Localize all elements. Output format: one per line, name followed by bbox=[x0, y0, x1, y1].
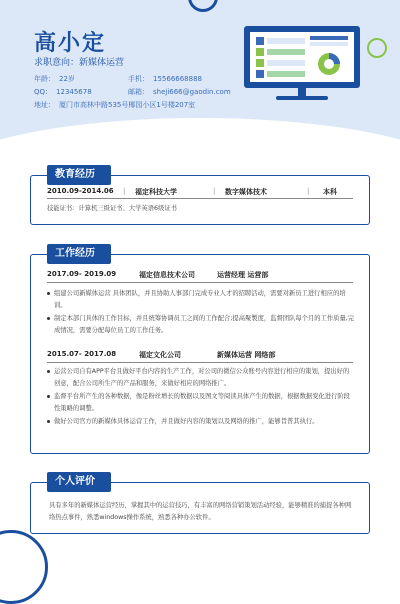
address-value: 厦门市高林中路535号椰园小区1号楼207室 bbox=[59, 101, 196, 109]
separator: | bbox=[213, 187, 216, 195]
job-company: 福定文化公司 bbox=[139, 351, 181, 359]
job-company: 福定信息技术公司 bbox=[139, 271, 195, 279]
education-title: 教育经历 bbox=[47, 165, 111, 185]
job-bullets bbox=[47, 288, 355, 338]
job-position: 运营经理 运营部 bbox=[217, 271, 269, 279]
education-major: 数字媒体技术 bbox=[225, 188, 267, 196]
divider bbox=[47, 198, 353, 199]
job-period: 2015.07- 2017.08 bbox=[47, 350, 117, 358]
evaluation-title: 个人评价 bbox=[47, 472, 111, 492]
qq-value: 12345678 bbox=[56, 88, 92, 96]
deco-circle-bottom bbox=[0, 530, 48, 604]
education-school: 福定科技大学 bbox=[135, 188, 177, 196]
age-label: 年龄： bbox=[34, 75, 55, 83]
email-label: 邮箱： bbox=[128, 88, 149, 96]
address-info bbox=[34, 100, 195, 110]
education-section bbox=[30, 169, 370, 225]
monitor-illustration-icon bbox=[242, 24, 362, 102]
work-title: 工作经历 bbox=[47, 244, 111, 264]
evaluation-text: 具有多年的新媒体运营经历，掌握其中的运营技巧，有丰富的网络营销策划活动经验，能够精准的捕捉各种网络热点事件，熟悉windows操作系统，熟悉各种办公软件。 bbox=[49, 502, 352, 521]
job-bullets bbox=[47, 366, 355, 430]
list-item: 制定本部门具体的工作目标，并且统筹协调员工之间的工作配合;提高聚製度，监督团队每个月的工作质量,完成情况，需要分配每位员工的工作任务。 bbox=[47, 313, 355, 336]
job-position: 新媒体运营 网络部 bbox=[217, 351, 276, 359]
list-item: 监督平台所产生的各种数据，像是粉丝增长的数据以及图文等阅读具体产生的数据，根据数据变化进行阶段性策略的调整。 bbox=[47, 391, 355, 414]
divider bbox=[47, 362, 353, 363]
age-value: 22岁 bbox=[59, 75, 75, 83]
qq-info bbox=[34, 87, 92, 97]
work-section bbox=[30, 248, 370, 454]
phone-label: 手机： bbox=[128, 75, 149, 83]
separator: | bbox=[307, 187, 310, 195]
education-period: 2010.09-2014.06 bbox=[47, 187, 114, 195]
candidate-name: 高小定 bbox=[34, 31, 107, 56]
address-label: 地址： bbox=[34, 101, 55, 109]
job-period: 2017.09- 2019.09 bbox=[47, 270, 117, 278]
divider bbox=[47, 282, 353, 283]
list-item: 运营公司自有APP平台且做好平台内容的生产工作，对公司的微信公众账号内容进行相应的策划，提出好的创意，配合公司所生产的产品和服务，来做好相应的网络推广。 bbox=[47, 366, 355, 389]
email-value: sheji666@gaodin.com bbox=[153, 88, 231, 96]
age-info bbox=[34, 74, 75, 84]
phone-info bbox=[128, 74, 202, 84]
job-objective: 求职意向：新媒体运营 bbox=[34, 58, 125, 68]
evaluation-section bbox=[30, 476, 370, 534]
deco-circle-green bbox=[367, 38, 387, 58]
qq-label: QQ： bbox=[34, 88, 53, 96]
education-certificates: 技能证书：计算机三级证书、大学英语6级证书 bbox=[47, 205, 177, 212]
list-item: 组建公司新媒体运营 具体团队，并且协助人事部门完成专业人才的招聘活动，需要对新员工进行相应的培训。 bbox=[47, 288, 355, 311]
email-info bbox=[128, 87, 231, 97]
list-item: 做好公司官方的新媒体具体运营工作，并且做好内容的策划以及网络的推广，能够旨普其执行。 bbox=[47, 416, 355, 428]
phone-value: 15566668888 bbox=[153, 75, 202, 83]
separator: | bbox=[123, 187, 126, 195]
education-degree: 本科 bbox=[323, 188, 337, 196]
